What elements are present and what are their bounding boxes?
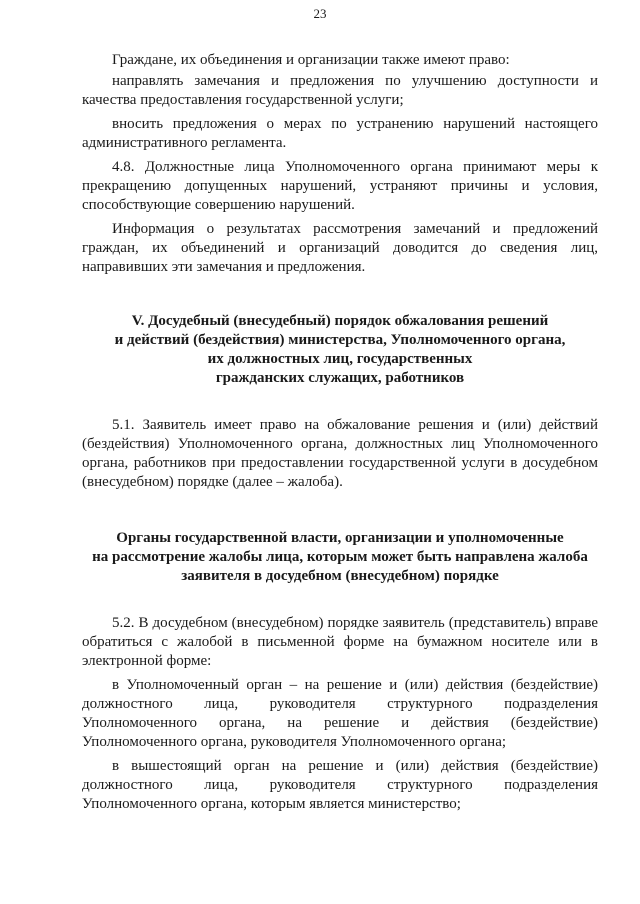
paragraph-5-2: 5.2. В досудебном (внесудебном) порядке заявитель (представитель) вправе обратиться с жалобой в письменной форме на бумажном носителе или в электронной форме: — [82, 615, 598, 669]
paragraph-rights-send-remarks: направлять замечания и предложения по улучшению доступности и качества предоставления государственной услуги; — [82, 73, 598, 108]
heading-line: и действий (бездействия) министерства, Уполномоченного органа, — [114, 332, 566, 348]
spacer — [82, 586, 598, 614]
paragraph-4-8: 4.8. Должностные лица Уполномоченного органа принимают меры к прекращению допущенных нарушений, устраняют причины и условия, способствующие совершению нарушений. — [82, 159, 598, 213]
paragraph-rights-intro: Граждане, их объединения и организации также имеют право: — [112, 52, 510, 68]
paragraph-rights-propose-measures: вносить предложения о мерах по устранению нарушений настоящего административного регламента. — [82, 116, 598, 151]
paragraph-5-1: 5.1. Заявитель имеет право на обжалование решения и (или) действий (бездействия) Уполномоченного органа, должностных лиц Уполномоченного органа, работников при предоставлении государственной услуги в досудебном (внесудебном) порядке (далее – жалоба). — [82, 417, 598, 490]
heading-line: на рассмотрение жалобы лица, которым может быть направлена жалоба — [92, 549, 588, 565]
page-number: 23 — [313, 6, 327, 21]
spacer — [82, 282, 598, 312]
heading-line: V. Досудебный (внесудебный) порядок обжалования решений — [131, 313, 549, 329]
paragraph-to-authorized-body: в Уполномоченный орган – на решение и (или) действия (бездействие) должностного лица, руководителя структурного подразделения Уполномоченного органа, на решение и действия (бездействие) Уполномоченного органа, руководителя Уполномоченного органа; — [82, 677, 598, 750]
page-content — [82, 51, 598, 819]
paragraph-information-results: Информация о результатах рассмотрения замечаний и предложений граждан, их объединений и организаций доводится до сведения лиц, направивших эти замечания и предложения. — [82, 221, 598, 275]
subsection-heading-authorities — [82, 529, 598, 586]
spacer — [82, 388, 598, 416]
heading-line: их должностных лиц, государственных — [207, 351, 473, 367]
heading-line: гражданских служащих, работников — [215, 370, 465, 386]
heading-line: Органы государственной власти, организации и уполномоченные — [116, 530, 564, 546]
spacer — [82, 497, 598, 529]
paragraph-to-higher-body: в вышестоящий орган на решение и (или) действия (бездействие) должностного лица, руководителя структурного подразделения Уполномоченного органа, которым является министерство; — [82, 758, 598, 812]
heading-line: заявителя в досудебном (внесудебном) порядке — [181, 568, 499, 584]
section-heading-v — [82, 312, 598, 388]
